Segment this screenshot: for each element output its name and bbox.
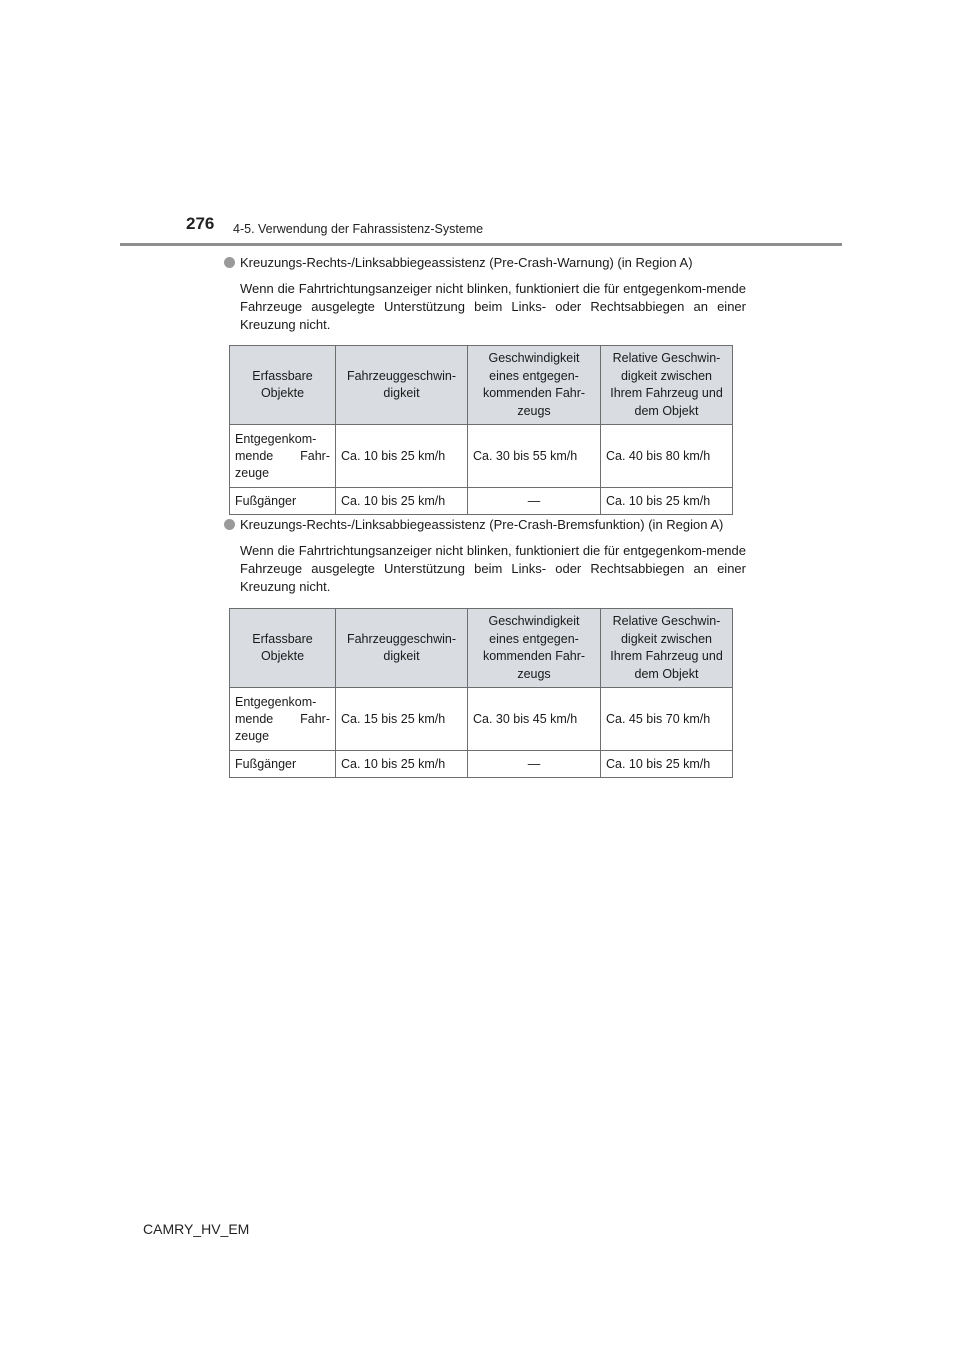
table-cell: Entgegenkom-mende Fahr-zeuge	[230, 425, 336, 488]
page-number: 276	[186, 214, 215, 233]
table-cell: Ca. 10 bis 25 km/h	[336, 425, 468, 488]
table-cell: Ca. 10 bis 25 km/h	[601, 751, 733, 778]
bullet-text: Kreuzungs-Rechts-/Linksabbiegeassistenz (Pre-Crash-Warnung) (in Region A)	[240, 255, 693, 270]
table-row	[230, 751, 733, 778]
table-row	[230, 425, 733, 488]
bullet-item	[224, 516, 746, 534]
paragraph: Wenn die Fahrtrichtungsanzeiger nicht blinken, funktioniert die für entgegenkom-mende Fahrzeuge ausgelegte Unterstützung beim Links- oder Rechtsabbiegen an einer Kreuzung nicht.	[240, 281, 746, 332]
column-header: Geschwindigkeit eines entgegen-kommenden Fahr-zeugs	[468, 609, 601, 688]
column-header: Relative Geschwin-digkeit zwischen Ihrem Fahrzeug und dem Objekt	[601, 346, 733, 425]
table-header-row	[230, 346, 733, 425]
table-cell: Entgegenkom-mende Fahr-zeuge	[230, 688, 336, 751]
column-header: Geschwindigkeit eines entgegen-kommenden Fahr-zeugs	[468, 346, 601, 425]
section-title: 4-5. Verwendung der Fahrassistenz-Systeme	[233, 222, 484, 236]
table-cell: Ca. 45 bis 70 km/h	[601, 688, 733, 751]
speed-table	[229, 345, 733, 515]
table-row	[230, 488, 733, 515]
column-header: Fahrzeuggeschwin-digkeit	[336, 346, 468, 425]
section-pre-crash-warning	[224, 254, 746, 515]
table-cell: Ca. 40 bis 80 km/h	[601, 425, 733, 488]
column-header: Erfassbare Objekte	[230, 346, 336, 425]
section-pre-crash-braking	[224, 516, 746, 778]
bullet-text: Kreuzungs-Rechts-/Linksabbiegeassistenz (Pre-Crash-Bremsfunktion) (in Region A)	[240, 517, 724, 532]
table-cell: —	[468, 488, 601, 515]
table-cell: Fußgänger	[230, 751, 336, 778]
column-header: Relative Geschwin-digkeit zwischen Ihrem Fahrzeug und dem Objekt	[601, 609, 733, 688]
table-cell: —	[468, 751, 601, 778]
column-header: Erfassbare Objekte	[230, 609, 336, 688]
table-cell: Fußgänger	[230, 488, 336, 515]
table-cell: Ca. 15 bis 25 km/h	[336, 688, 468, 751]
bullet-dot-icon	[224, 519, 235, 530]
bullet-dot-icon	[224, 257, 235, 268]
column-header: Fahrzeuggeschwin-digkeit	[336, 609, 468, 688]
table-cell: Ca. 30 bis 55 km/h	[468, 425, 601, 488]
table-header-row	[230, 609, 733, 688]
speed-table	[229, 608, 733, 778]
table-cell: Ca. 10 bis 25 km/h	[601, 488, 733, 515]
table-cell: Ca. 10 bis 25 km/h	[336, 488, 468, 515]
table-cell: Ca. 10 bis 25 km/h	[336, 751, 468, 778]
table-row	[230, 688, 733, 751]
table-cell: Ca. 30 bis 45 km/h	[468, 688, 601, 751]
footer-code: CAMRY_HV_EM	[143, 1221, 250, 1237]
header-rule	[120, 243, 842, 246]
paragraph: Wenn die Fahrtrichtungsanzeiger nicht blinken, funktioniert die für entgegenkom-mende Fahrzeuge ausgelegte Unterstützung beim Links- oder Rechtsabbiegen an einer Kreuzung nicht.	[240, 543, 746, 594]
bullet-item	[224, 254, 746, 272]
